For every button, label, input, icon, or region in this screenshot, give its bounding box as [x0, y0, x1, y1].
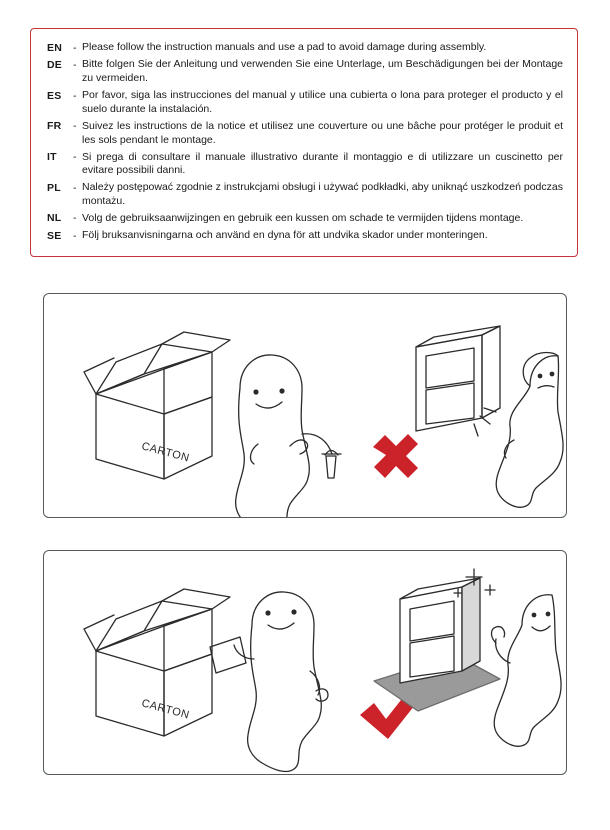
language-row-pl [47, 181, 563, 209]
language-row-de [47, 58, 563, 86]
language-dash: - [73, 151, 77, 164]
language-row-fr [47, 120, 563, 148]
bucket-icon [322, 450, 341, 478]
language-code: ES [47, 89, 62, 102]
language-dash: - [73, 41, 77, 54]
carton-label: CARTON [140, 439, 191, 465]
language-code: NL [47, 212, 62, 225]
language-text: Please follow the instruction manuals and use a pad to avoid damage during assembly. [82, 41, 487, 53]
language-text: Följ bruksanvisningarna och använd en dyna för att undvika skador under monteringen. [82, 229, 488, 242]
cabinet-frame-icon [416, 326, 500, 436]
language-row-it [47, 151, 563, 179]
language-dash: - [73, 89, 77, 102]
language-dash: - [73, 212, 77, 225]
language-code: DE [47, 58, 62, 71]
language-dash: - [73, 181, 77, 194]
language-code: PL [47, 181, 61, 194]
language-text: Si prega di consultare il manuale illustrativo durante il montaggio e di utilizzare un cuscinetto per evitare possibili danni. [82, 150, 563, 177]
incorrect-scene-illustration [44, 294, 566, 517]
language-text: Volg de gebruiksaanwijzingen en gebruik een kussen om schade te vermijden tijdens montage. [82, 211, 524, 224]
person-figure-right [496, 352, 563, 507]
language-code: SE [47, 229, 62, 242]
language-dash: - [73, 229, 77, 242]
correct-scene-illustration [44, 551, 566, 774]
cabinet-frame-icon [400, 578, 480, 683]
illustration-panel-incorrect [43, 293, 567, 518]
language-dash: - [73, 120, 77, 133]
language-notice-panel [30, 28, 578, 257]
language-dash: - [73, 58, 77, 71]
person-figure-left [234, 592, 328, 772]
language-row-se [47, 229, 563, 243]
language-text: Należy postępować zgodnie z instrukcjami obsługi i używać podkładki, aby uniknąć uszkodzeń podczas montażu. [82, 181, 563, 208]
language-row-en [47, 41, 563, 55]
language-code: FR [47, 120, 62, 133]
carton-box-icon [84, 589, 230, 736]
language-row-nl [47, 212, 563, 226]
carton-label: CARTON [140, 696, 191, 722]
carton-box-icon [84, 332, 230, 479]
person-figure-right [492, 594, 562, 745]
language-text: Por favor, siga las instrucciones del manual y utilice una cubierta o lona para proteger el producto y el suelo durante la instalación. [82, 89, 563, 115]
illustration-panel-correct [43, 550, 567, 775]
language-row-es [47, 89, 563, 117]
language-text: Suivez les instructions de la notice et utilisez une couverture ou une bâche pour protéger le produit et les sols pendant le montage. [82, 119, 563, 146]
language-code: EN [47, 41, 62, 54]
language-code: IT [47, 151, 57, 164]
person-figure-left [222, 355, 309, 517]
cross-mark-icon [373, 434, 418, 478]
language-text: Bitte folgen Sie der Anleitung und verwenden Sie eine Unterlage, um Beschädigungen bei der Montage zu vermeiden. [82, 58, 563, 85]
